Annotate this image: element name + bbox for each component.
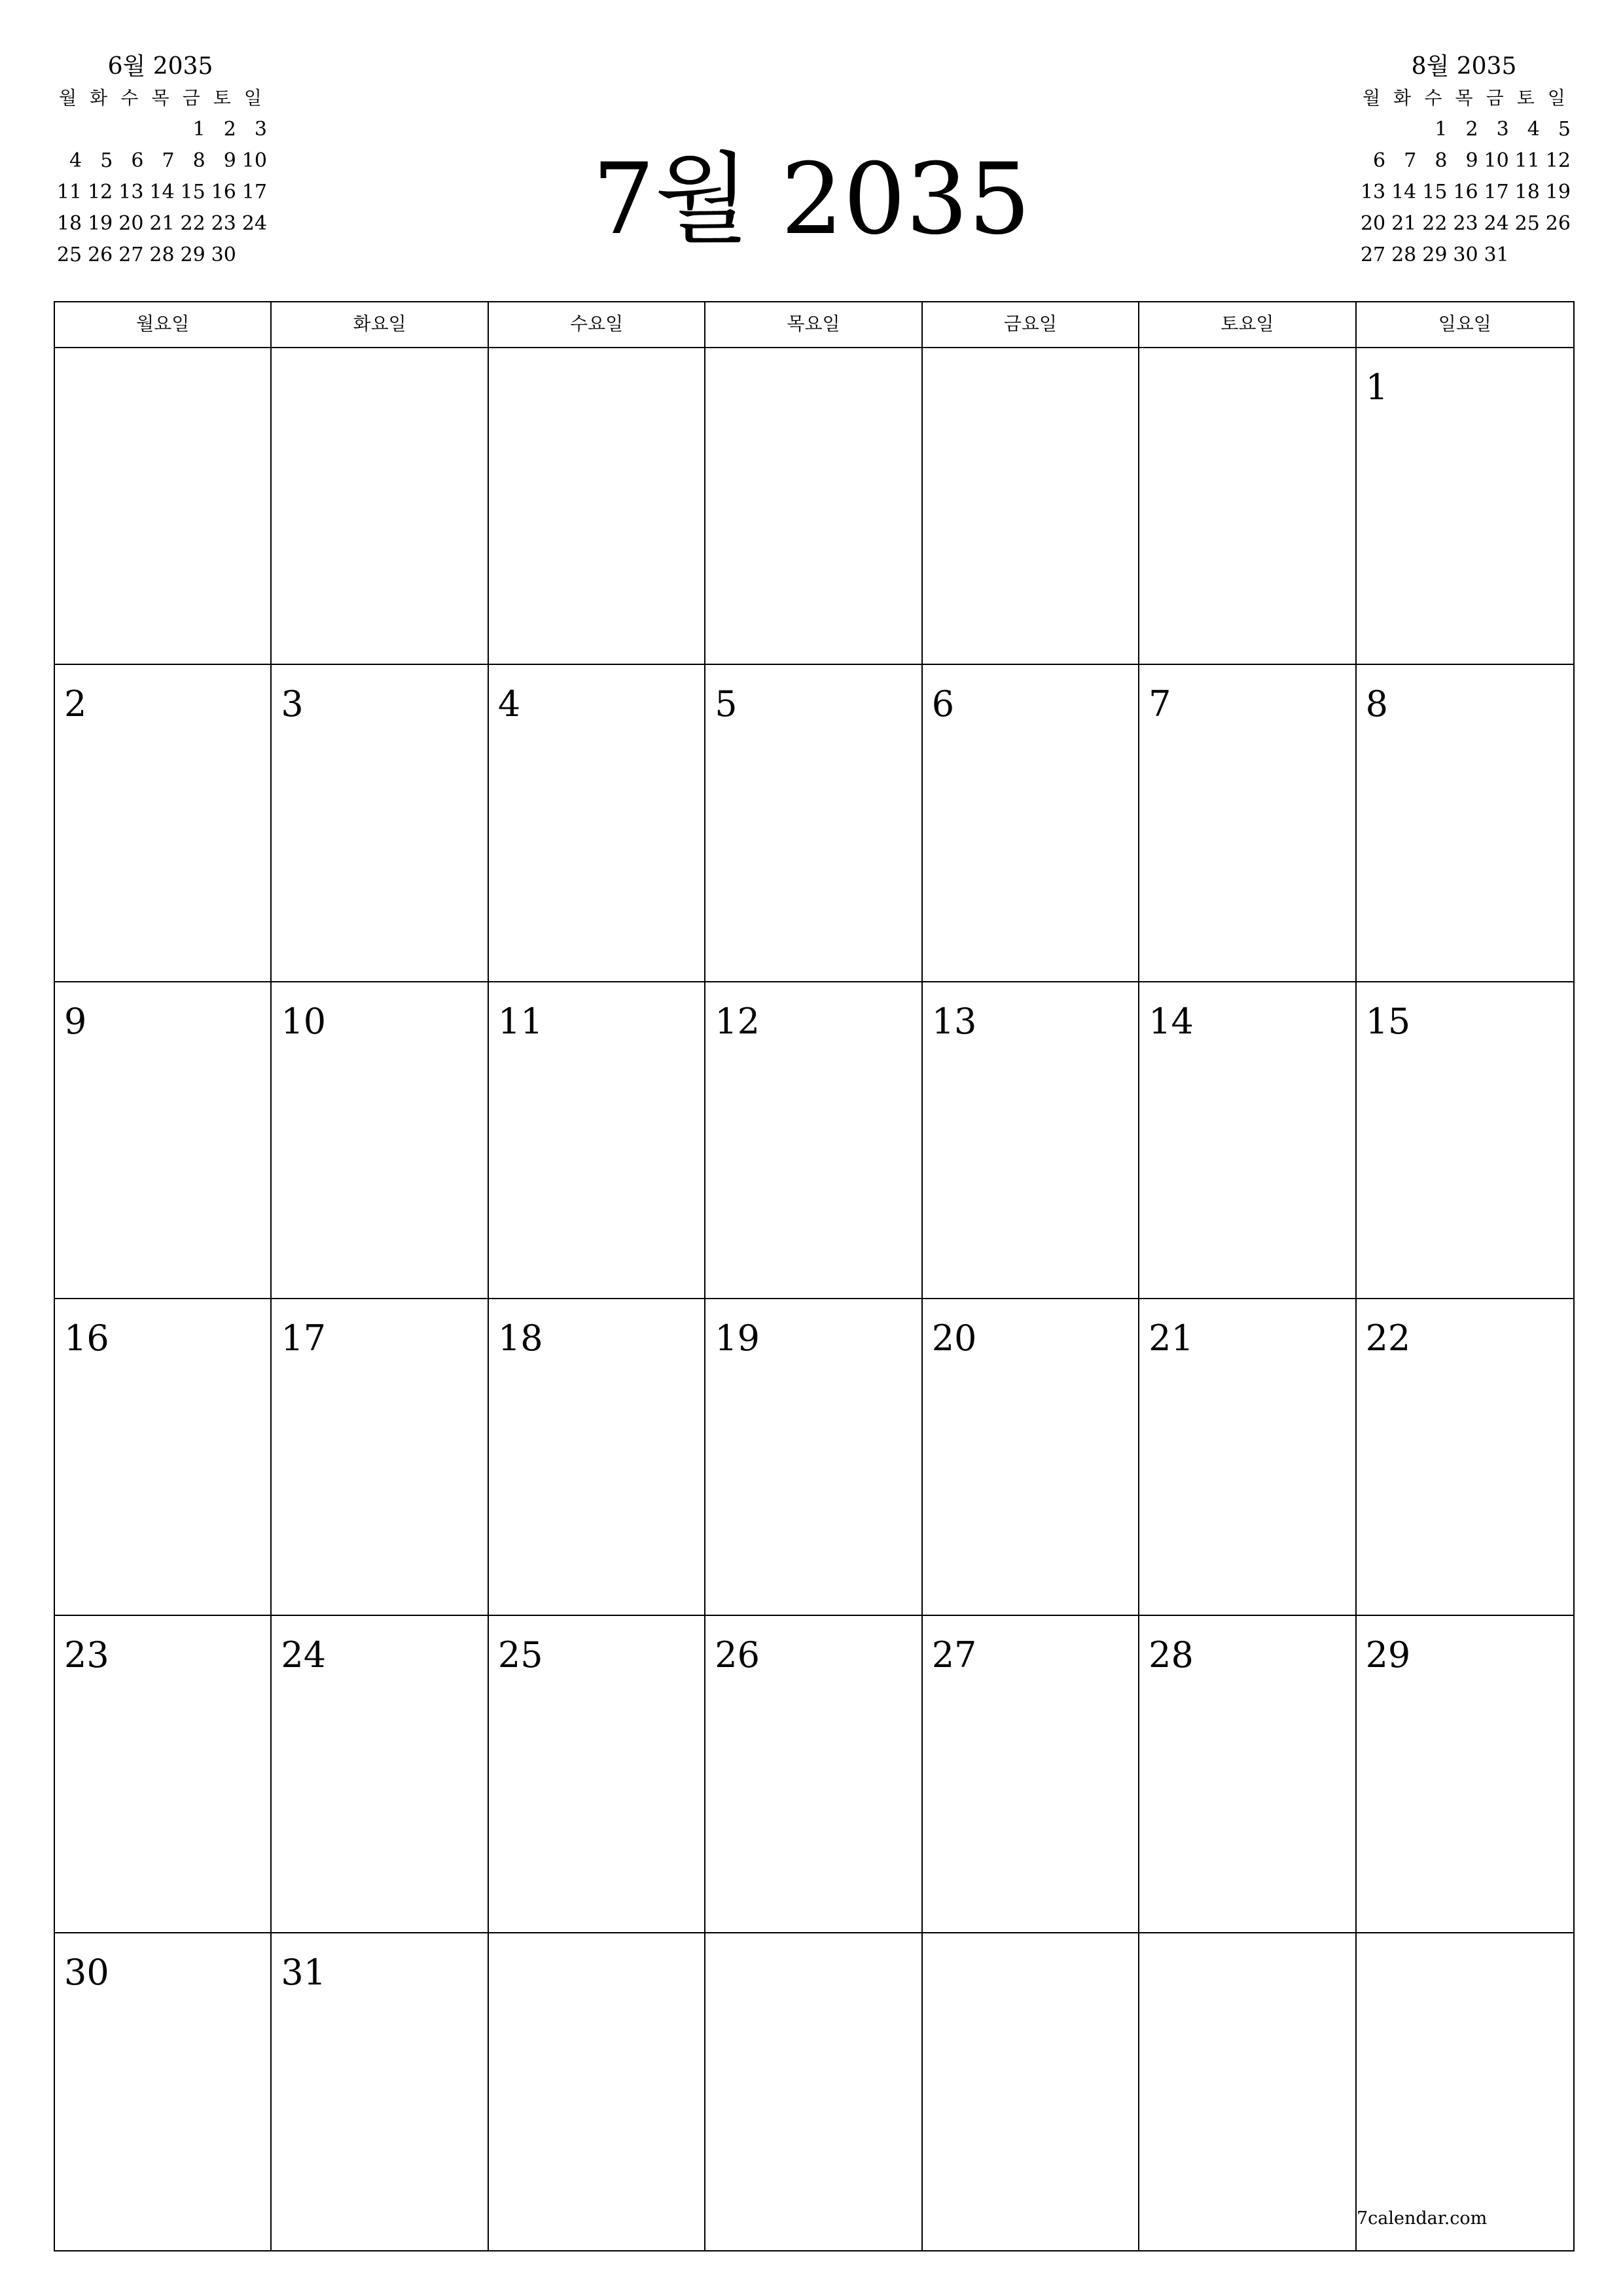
day-cell[interactable] <box>1357 348 1573 665</box>
mini-calendar-prev-day: 11 <box>56 181 82 204</box>
day-cell[interactable] <box>705 665 922 982</box>
mini-calendar-next-weekday: 월 <box>1363 87 1381 109</box>
day-cell[interactable] <box>1139 348 1356 665</box>
day-number: 7 <box>1149 683 1171 725</box>
mini-calendar-prev-weekday: 목 <box>151 87 169 109</box>
mini-calendar-next-day: 23 <box>1453 212 1478 235</box>
mini-calendar-prev-day: 24 <box>241 212 267 235</box>
mini-calendar-next-weekday: 일 <box>1547 87 1565 109</box>
day-number: 28 <box>1149 1634 1194 1676</box>
day-number: 25 <box>497 1634 543 1676</box>
weekday-header: 화요일 <box>272 302 488 348</box>
mini-calendar-prev-day: 1 <box>192 118 205 141</box>
day-number: 15 <box>1365 1000 1411 1042</box>
day-cell[interactable] <box>923 1616 1139 1933</box>
mini-calendar-next-day: 9 <box>1465 149 1478 172</box>
day-cell[interactable] <box>1139 982 1356 1299</box>
mini-calendar-prev-day: 9 <box>223 149 236 172</box>
mini-calendar-prev-day: 20 <box>118 212 144 235</box>
day-cell[interactable] <box>1357 1933 1573 2250</box>
weekday-header: 수요일 <box>489 302 705 348</box>
day-cell[interactable] <box>1139 1299 1356 1616</box>
day-number: 18 <box>497 1318 543 1359</box>
mini-calendar-prev-day: 30 <box>211 243 236 266</box>
day-cell[interactable] <box>705 982 922 1299</box>
day-cell[interactable] <box>272 665 488 982</box>
day-number: 13 <box>931 1000 977 1042</box>
day-cell[interactable] <box>55 348 272 665</box>
day-cell[interactable] <box>923 348 1139 665</box>
mini-calendar-next-day: 6 <box>1373 149 1386 172</box>
mini-calendar-next-day: 16 <box>1453 181 1478 204</box>
day-cell[interactable] <box>55 982 272 1299</box>
mini-calendar-prev-day: 27 <box>118 243 144 266</box>
mini-calendar-next-day: 28 <box>1391 243 1417 266</box>
mini-calendar-next-day: 15 <box>1422 181 1448 204</box>
day-cell[interactable] <box>489 1299 705 1616</box>
mini-calendar-next-day: 20 <box>1360 212 1386 235</box>
day-cell[interactable] <box>489 348 705 665</box>
day-cell[interactable] <box>923 982 1139 1299</box>
day-cell[interactable] <box>489 665 705 982</box>
weekday-header: 금요일 <box>923 302 1139 348</box>
day-cell[interactable] <box>489 1933 705 2250</box>
mini-calendar-prev-weekday: 토 <box>213 87 231 109</box>
weekday-header: 목요일 <box>705 302 922 348</box>
mini-calendar-prev-day: 23 <box>211 212 236 235</box>
day-cell[interactable] <box>705 348 922 665</box>
mini-calendar-next-day: 4 <box>1527 118 1540 141</box>
mini-calendar-next-day: 29 <box>1422 243 1448 266</box>
day-cell[interactable] <box>489 982 705 1299</box>
day-number: 4 <box>497 683 521 725</box>
mini-calendar-prev-day: 4 <box>69 149 82 172</box>
day-cell[interactable] <box>272 1933 488 2250</box>
mini-calendar-prev-title: 6월 2035 <box>107 53 213 80</box>
weekday-header: 월요일 <box>55 302 272 348</box>
mini-calendar-prev-day: 3 <box>254 118 267 141</box>
mini-calendar-prev-day: 8 <box>192 149 205 172</box>
mini-calendar-next-day <box>1356 114 1387 145</box>
day-number: 11 <box>497 1000 543 1042</box>
day-cell[interactable] <box>272 982 488 1299</box>
mini-calendar-prev-day: 16 <box>211 181 236 204</box>
mini-calendar-prev-day: 19 <box>88 212 113 235</box>
day-number: 29 <box>1365 1634 1411 1676</box>
day-cell[interactable] <box>1139 665 1356 982</box>
day-cell[interactable] <box>923 1299 1139 1616</box>
day-number: 21 <box>1149 1318 1194 1359</box>
day-cell[interactable] <box>272 1616 488 1933</box>
day-cell[interactable] <box>1139 1616 1356 1933</box>
weekday-header: 일요일 <box>1357 302 1573 348</box>
mini-calendar-next-day: 27 <box>1360 243 1386 266</box>
mini-calendar-next-day: 12 <box>1545 149 1571 172</box>
mini-calendar-next-day: 26 <box>1545 212 1571 235</box>
mini-calendar-next-day: 7 <box>1404 149 1417 172</box>
mini-calendar-prev-day: 10 <box>241 149 267 172</box>
mini-calendar-next-day: 10 <box>1484 149 1509 172</box>
day-number: 26 <box>715 1634 760 1676</box>
mini-calendar-next-day <box>1387 114 1418 145</box>
day-cell[interactable] <box>705 1933 922 2250</box>
mini-calendar-next-day: 30 <box>1453 243 1478 266</box>
mini-calendar-prev-weekday: 수 <box>120 87 139 109</box>
mini-calendar-next-day: 11 <box>1514 149 1540 172</box>
day-number: 14 <box>1149 1000 1194 1042</box>
day-number: 23 <box>64 1634 109 1676</box>
mini-calendar-prev-day: 21 <box>149 212 175 235</box>
day-cell[interactable] <box>1357 1616 1573 1933</box>
day-number: 8 <box>1365 683 1388 725</box>
mini-calendar-prev-weekday: 일 <box>243 87 262 109</box>
day-cell[interactable] <box>923 665 1139 982</box>
mini-calendar-next-day: 2 <box>1465 118 1478 141</box>
mini-calendar-next-day: 25 <box>1514 212 1540 235</box>
day-number: 12 <box>715 1000 760 1042</box>
mini-calendar-prev-day: 26 <box>88 243 113 266</box>
mini-calendar-next-weekday: 화 <box>1393 87 1412 109</box>
day-number: 27 <box>931 1634 977 1676</box>
day-cell[interactable] <box>705 1616 922 1933</box>
mini-calendar-next-day: 24 <box>1484 212 1509 235</box>
mini-calendar-next-day: 13 <box>1360 181 1386 204</box>
mini-calendar-next <box>1356 51 1572 271</box>
mini-calendar-prev-day: 28 <box>149 243 175 266</box>
mini-calendar-prev-day: 14 <box>149 181 175 204</box>
mini-calendar-next-day: 21 <box>1391 212 1417 235</box>
mini-calendar-next-day <box>1510 240 1541 271</box>
day-number: 19 <box>715 1318 760 1359</box>
day-number: 17 <box>281 1318 327 1359</box>
day-number: 31 <box>281 1951 327 1993</box>
mini-calendar-prev-day: 25 <box>56 243 82 266</box>
mini-calendar-next-day: 31 <box>1484 243 1509 266</box>
mini-calendar-prev-day: 15 <box>180 181 205 204</box>
mini-calendar-prev-day: 13 <box>118 181 144 204</box>
mini-calendar-prev-day: 18 <box>56 212 82 235</box>
day-cell[interactable] <box>1357 665 1573 982</box>
mini-calendar-prev-day: 17 <box>241 181 267 204</box>
footer-credit: 7calendar.com <box>1357 2208 1488 2229</box>
mini-calendar-prev-day: 22 <box>180 212 205 235</box>
day-cell[interactable] <box>1357 1299 1573 1616</box>
day-cell[interactable] <box>705 1299 922 1616</box>
day-number: 3 <box>281 683 304 725</box>
mini-calendar-next-grid <box>1356 82 1572 271</box>
day-number: 20 <box>931 1318 977 1359</box>
weekday-header: 토요일 <box>1139 302 1356 348</box>
mini-calendar-next-day: 3 <box>1496 118 1509 141</box>
day-cell[interactable] <box>489 1616 705 1933</box>
day-cell[interactable] <box>1357 982 1573 1299</box>
mini-calendar-next-day: 22 <box>1422 212 1448 235</box>
mini-calendar-prev-day: 2 <box>223 118 236 141</box>
day-number: 30 <box>64 1951 109 1993</box>
day-number: 22 <box>1365 1318 1411 1359</box>
day-cell[interactable] <box>1139 1933 1356 2250</box>
day-number: 9 <box>64 1000 87 1042</box>
mini-calendar-next-day: 19 <box>1545 181 1571 204</box>
mini-calendar-next-day <box>1541 240 1572 271</box>
day-cell[interactable] <box>55 1299 272 1616</box>
mini-calendar-next-day: 5 <box>1558 118 1571 141</box>
mini-calendar-prev-weekday: 월 <box>59 87 77 109</box>
day-number: 16 <box>64 1318 109 1359</box>
mini-calendar-next-day: 1 <box>1435 118 1448 141</box>
day-cell[interactable] <box>272 1299 488 1616</box>
mini-calendar-prev-day: 7 <box>162 149 175 172</box>
mini-calendar-prev-day: 5 <box>100 149 113 172</box>
day-number: 24 <box>281 1634 327 1676</box>
mini-calendar-prev-weekday: 금 <box>182 87 200 109</box>
day-cell[interactable] <box>272 348 488 665</box>
mini-calendar-next-title: 8월 2035 <box>1411 53 1517 80</box>
day-cell[interactable] <box>923 1933 1139 2250</box>
day-number: 2 <box>64 683 87 725</box>
day-number: 6 <box>931 683 955 725</box>
mini-calendar-next-day: 14 <box>1391 181 1417 204</box>
day-cell[interactable] <box>55 665 272 982</box>
day-number: 1 <box>1365 367 1388 408</box>
day-cell[interactable] <box>55 1616 272 1933</box>
mini-calendar-next-weekday: 목 <box>1455 87 1473 109</box>
mini-calendar-next-weekday: 토 <box>1516 87 1535 109</box>
day-cell[interactable] <box>55 1933 272 2250</box>
mini-calendar-prev-day: 12 <box>88 181 113 204</box>
mini-calendar-next-weekday: 수 <box>1424 87 1442 109</box>
mini-calendar-prev-day: 6 <box>131 149 144 172</box>
page-title: 7월 2035 <box>592 143 1031 257</box>
day-number: 5 <box>715 683 738 725</box>
mini-calendar-next-day: 18 <box>1514 181 1540 204</box>
day-number: 10 <box>281 1000 327 1042</box>
mini-calendar-prev-day: 29 <box>180 243 205 266</box>
mini-calendar-next-day: 8 <box>1435 149 1448 172</box>
mini-calendar-prev-weekday: 화 <box>90 87 108 109</box>
month-grid <box>54 301 1575 2251</box>
mini-calendar-next-weekday: 금 <box>1486 87 1504 109</box>
mini-calendar-next-day: 17 <box>1484 181 1509 204</box>
